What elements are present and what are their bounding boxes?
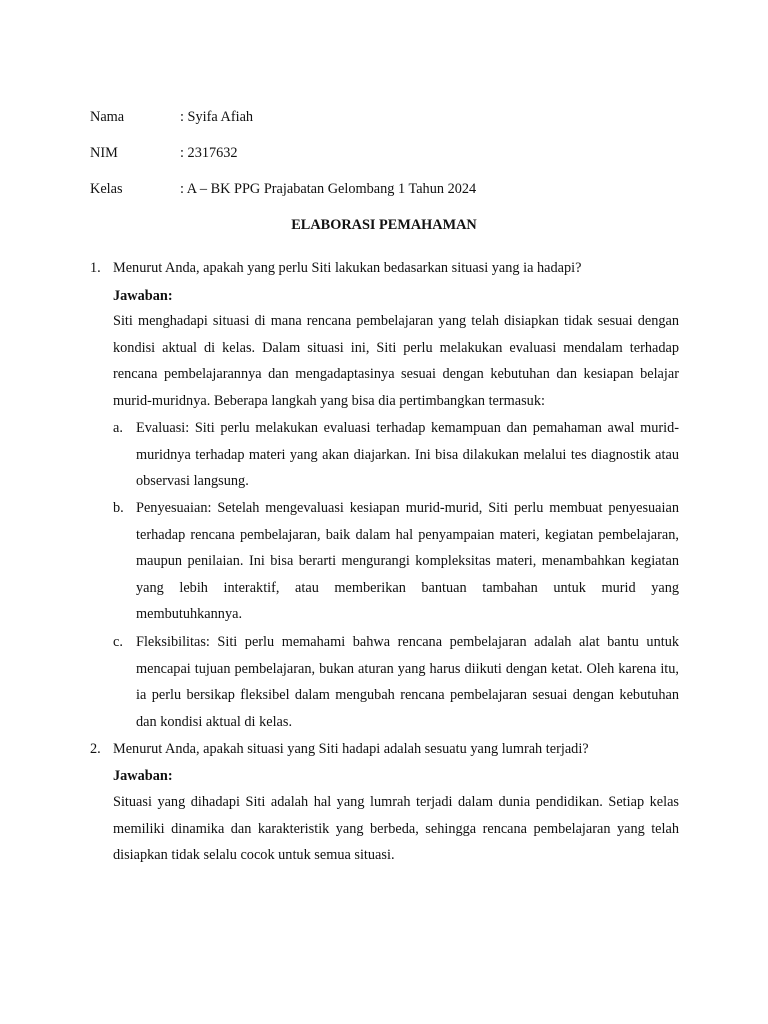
class-value: : A – BK PPG Prajabatan Gelombang 1 Tahun 2024: [180, 181, 477, 197]
name-label: Nama: [90, 109, 125, 125]
class-label: Kelas: [90, 181, 123, 197]
answer-paragraph-2: Situasi yang dihadapi Siti adalah hal yang lumrah terjadi dalam dunia pendidikan. Setiap kelas memiliki dinamika dan karakteristik yang berbeda, sehingga rencana pembelajaran yang telah disiapkan tidak selalu cocok untuk semua situasi.: [113, 794, 679, 864]
identity-nim-row: [90, 143, 690, 163]
nim-value: : 2317632: [180, 145, 238, 161]
point-text: Evaluasi: Siti perlu melakukan evaluasi terhadap kemampuan dan pemahaman awal murid-muridnya terhadap materi yang akan diajarkan. Ini bisa dilakukan melalui tes diagnostik atau observasi langsung.: [136, 420, 679, 490]
answer-paragraph-1: Siti menghadapi situasi di mana rencana pembelajaran yang telah disiapkan tidak sesuai dengan kondisi aktual di kelas. Dalam situasi ini, Siti perlu melakukan evaluasi mendalam terhadap rencana pembelajarannya dan mengadaptasinya sesuai dengan kebutuhan dan kesiapan belajar murid-muridnya. Beberapa langkah yang bisa dia pertimbangkan termasuk:: [113, 313, 679, 409]
name-value: : Syifa Afiah: [180, 109, 254, 125]
question-text: Menurut Anda, apakah situasi yang Siti hadapi adalah sesuatu yang lumrah terjadi?: [113, 741, 589, 757]
answer-label-2: Jawaban:: [113, 768, 173, 784]
answer-label-1: Jawaban:: [113, 288, 173, 304]
question-number: 1.: [90, 260, 101, 276]
point-letter: b.: [113, 500, 124, 516]
point-text: Fleksibilitas: Siti perlu memahami bahwa rencana pembelajaran adalah alat bantu untuk mencapai tujuan pembelajaran, bukan aturan yang harus diikuti dengan ketat. Oleh karena itu, ia perlu bersikap fleksibel dalam mengubah rencana pembelajaran sesuai dengan kebutuhan dan kondisi aktual di kelas.: [136, 634, 679, 730]
point-letter: a.: [113, 420, 123, 436]
question-text: Menurut Anda, apakah yang perlu Siti lakukan bedasarkan situasi yang ia hadapi?: [113, 260, 582, 276]
point-letter: c.: [113, 634, 123, 650]
question-number: 2.: [90, 741, 101, 757]
identity-class-row: [90, 179, 690, 199]
identity-name-row: [90, 107, 690, 127]
document-title: ELABORASI PEMAHAMAN: [291, 217, 477, 233]
nim-label: NIM: [90, 145, 118, 161]
point-text: Penyesuaian: Setelah mengevaluasi kesiapan murid-murid, Siti perlu membuat penyesuaian terhadap rencana pembelajaran, baik dalam hal penyampaian materi, kegiatan pembelajaran, maupun penilaian. Ini bisa berarti mengurangi kompleksitas materi, menambahkan kegiatan yang lebih interaktif, atau memberikan bantuan tambahan untuk murid yang membutuhkannya.: [136, 500, 679, 623]
